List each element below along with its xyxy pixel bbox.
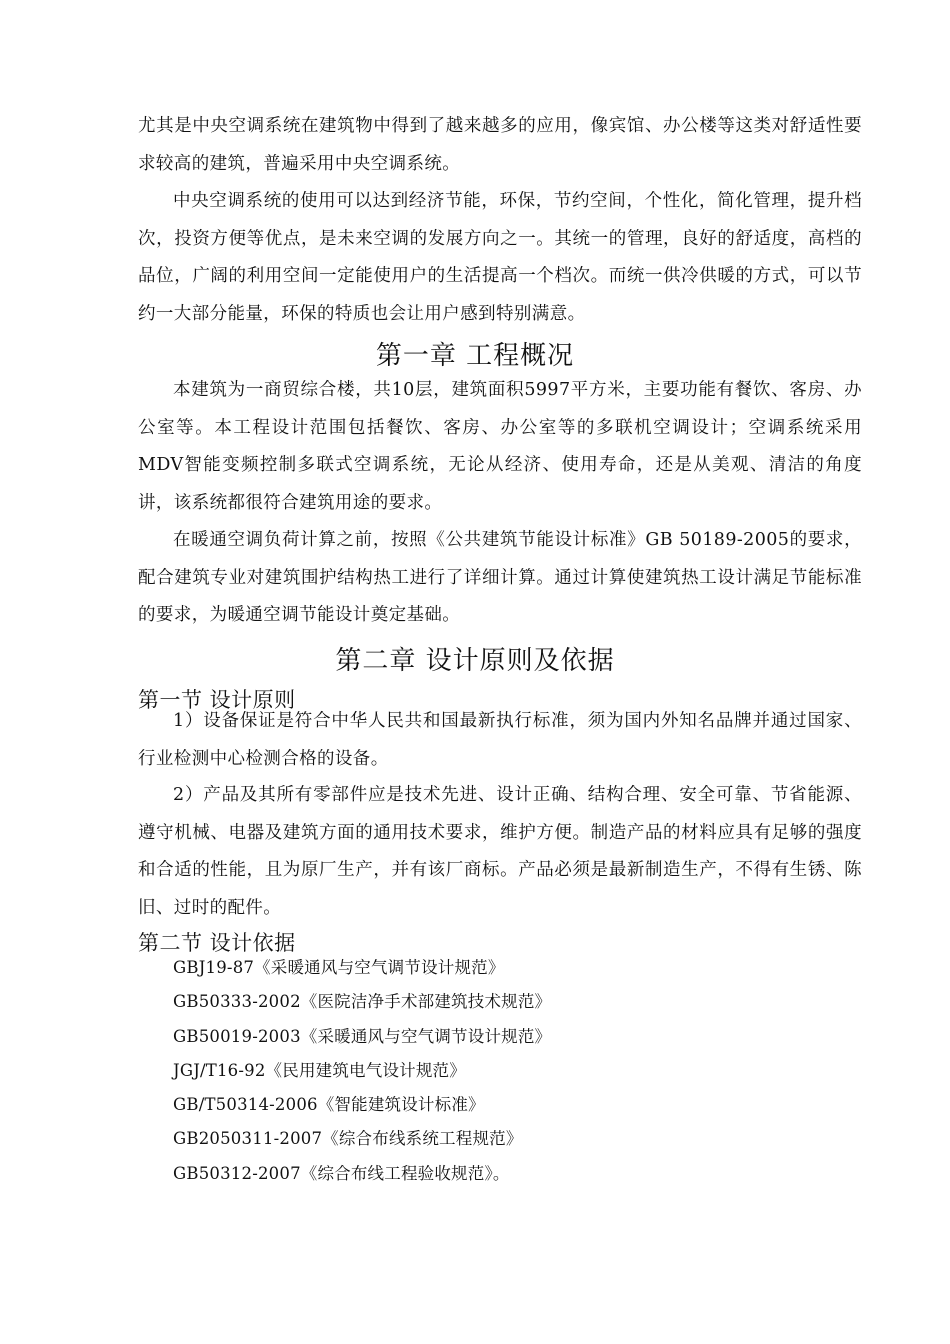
design-basis-list bbox=[173, 951, 551, 1191]
design-basis-item: GB50312-2007《综合布线工程验收规范》。 bbox=[173, 1163, 510, 1183]
design-principle-1: 1）设备保证是符合中华人民共和国最新执行标准，须为国内外知名品牌并通过国家、行业检测中心检测合格的设备。 bbox=[138, 711, 862, 769]
design-basis-item: GB50333-2002《医院洁净手术部建筑技术规范》 bbox=[173, 992, 552, 1012]
design-principle-2: 2）产品及其所有零部件应是技术先进、设计正确、结构合理、安全可靠、节省能源、遵守机械、电器及建筑方面的通用技术要求，维护方便。制造产品的材料应具有足够的强度和合适的性能，且为原厂生产，并有该厂商标。产品必须是最新制造生产，不得有生锈、陈旧、过时的配件。 bbox=[138, 785, 862, 918]
section-1-title: 第一节 设计原则 bbox=[138, 688, 296, 712]
intro-paragraph-2: 中央空调系统的使用可以达到经济节能，环保，节约空间，个性化，简化管理，提升档次，投资方便等优点，是未来空调的发展方向之一。其统一的管理，良好的舒适度，高档的品位，广阔的利用空间一定能使用户的生活提高一个档次。而统一供冷供暖的方式，可以节约一大部分能量，环保的特质也会让用户感到特别满意。 bbox=[138, 191, 862, 324]
section-2-title: 第二节 设计依据 bbox=[138, 931, 296, 955]
chapter-1-title: 第一章 工程概况 bbox=[375, 341, 575, 371]
chapter-1-paragraph-2: 在暖通空调负荷计算之前，按照《公共建筑节能设计标准》GB 50189-2005的要求，配合建筑专业对建筑围护结构热工进行了详细计算。通过计算使建筑热工设计满足节能标准的要求，为暖通空调节能设计奠定基础。 bbox=[138, 530, 862, 625]
design-basis-item: GB2050311-2007《综合布线系统工程规范》 bbox=[173, 1129, 523, 1149]
intro-paragraph-1: 尤其是中央空调系统在建筑物中得到了越来越多的应用，像宾馆、办公楼等这类对舒适性要求较高的建筑，普遍采用中央空调系统。 bbox=[138, 116, 862, 174]
design-basis-item: GB50019-2003《采暖通风与空气调节设计规范》 bbox=[173, 1026, 552, 1046]
chapter-2-title: 第二章 设计原则及依据 bbox=[335, 646, 615, 676]
design-basis-item: GBJ19-87《采暖通风与空气调节设计规范》 bbox=[173, 958, 505, 977]
design-basis-item: GB/T50314-2006《智能建筑设计标准》 bbox=[173, 1095, 485, 1115]
design-basis-item: JGJ/T16-92《民用建筑电气设计规范》 bbox=[173, 1060, 466, 1080]
chapter-1-paragraph-1: 本建筑为一商贸综合楼，共10层，建筑面积5997平方米，主要功能有餐饮、客房、办公室等。本工程设计范围包括餐饮、客房、办公室等的多联机空调设计；空调系统采用MDV智能变频控制多联式空调系统，无论从经济、使用寿命，还是从美观、清洁的角度讲，该系统都很符合建筑用途的要求。 bbox=[138, 380, 862, 513]
